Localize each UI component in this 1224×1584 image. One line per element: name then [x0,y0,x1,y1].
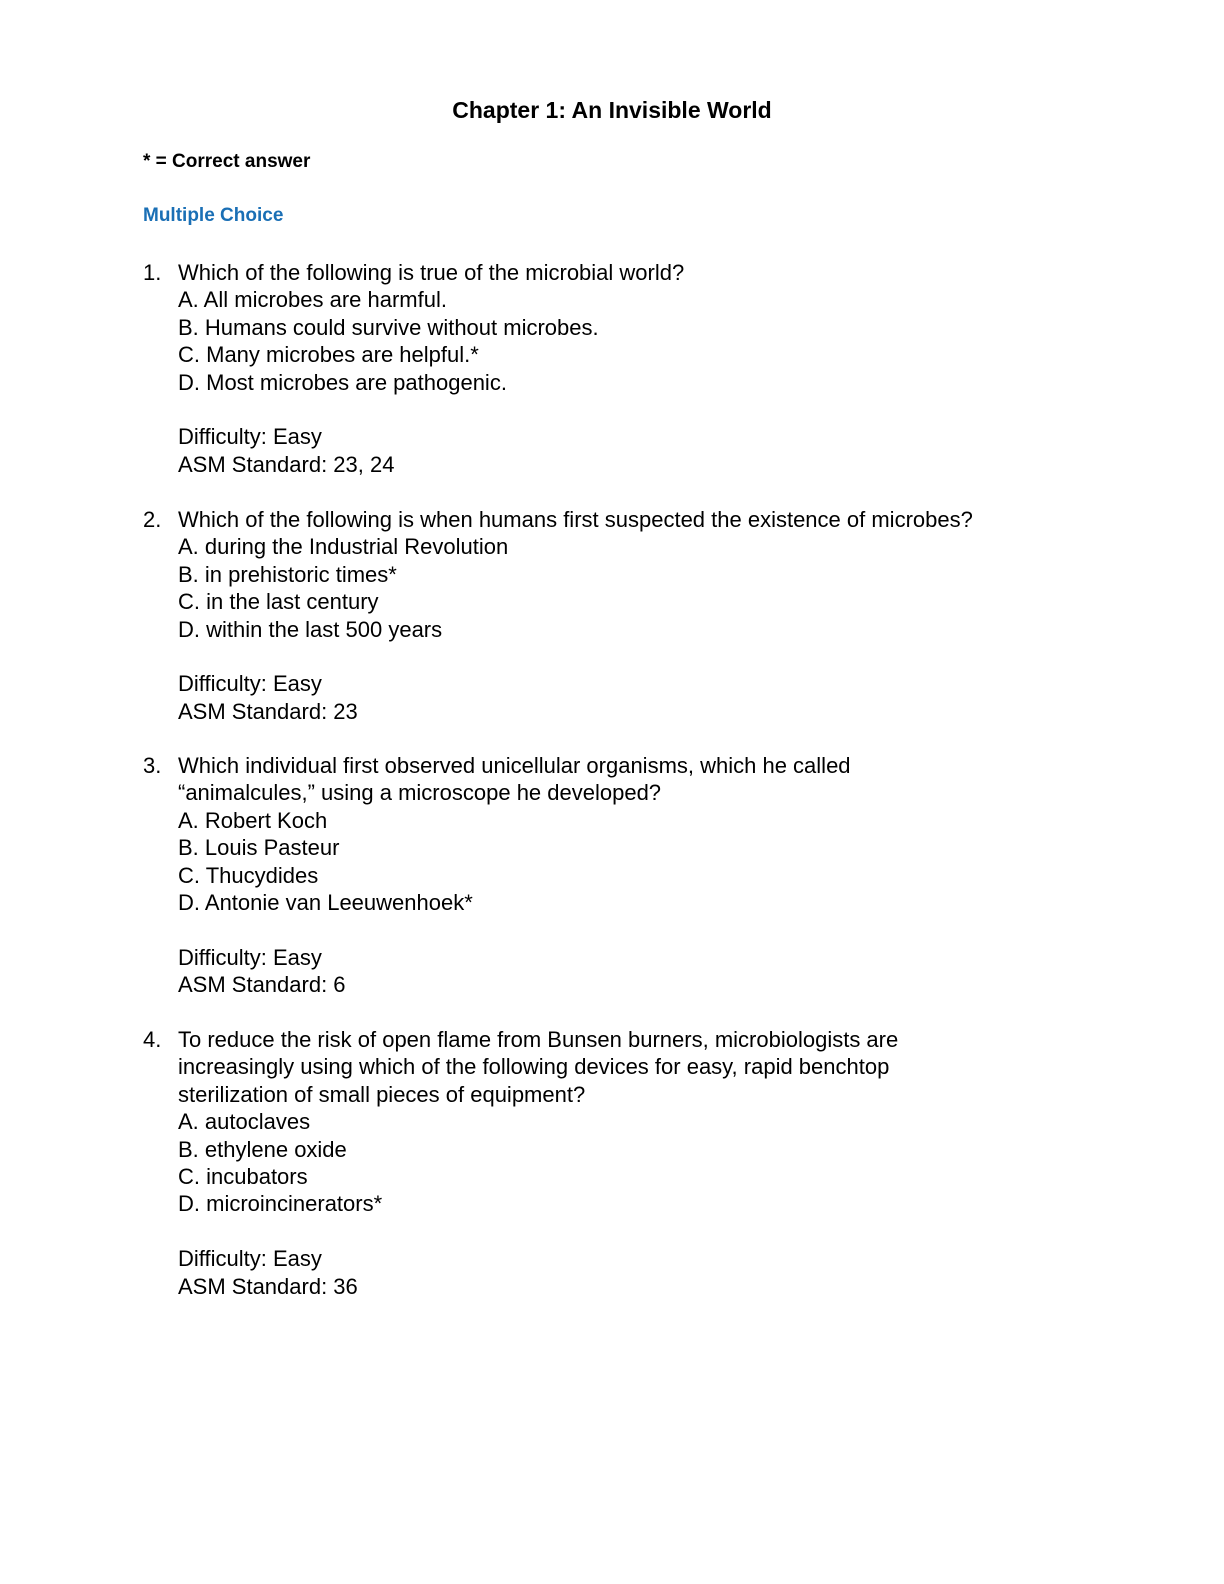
answer-option: C. incubators [178,1163,308,1189]
answer-option: D. Antonie van Leeuwenhoek* [178,889,473,915]
answer-option: C. Many microbes are helpful.* [178,342,479,368]
answer-option: C. in the last century [178,589,379,615]
answer-option: A. autoclaves [178,1109,311,1135]
question-stem: increasingly using which of the following devices for easy, rapid benchtop [178,1054,890,1080]
question-stem: “animalcules,” using a microscope he developed? [178,780,662,806]
question-stem: Which of the following is true of the microbial world? [178,260,685,285]
answer-option: B. ethylene oxide [178,1136,347,1162]
answer-option: D. Most microbes are pathogenic. [178,369,507,395]
answer-key-legend: * = Correct answer [143,151,311,172]
question-stem: To reduce the risk of open flame from Bunsen burners, microbiologists are [178,1027,899,1052]
answer-option: B. Humans could survive without microbes. [178,314,599,340]
question-number: 1. [143,260,162,285]
answer-option: B. in prehistoric times* [178,561,397,587]
question-number: 4. [143,1027,162,1052]
asm-standard-label: ASM Standard: 23, 24 [178,451,395,477]
question-stem: sterilization of small pieces of equipment? [178,1081,586,1107]
asm-standard-label: ASM Standard: 36 [178,1273,358,1299]
question-stem: Which of the following is when humans first suspected the existence of microbes? [178,507,973,532]
question-stem: Which individual first observed unicellular organisms, which he called [178,753,851,778]
answer-option: A. Robert Koch [178,807,328,833]
asm-standard-label: ASM Standard: 6 [178,972,346,998]
answer-option: B. Louis Pasteur [178,835,340,861]
difficulty-label: Difficulty: Easy [178,944,322,970]
difficulty-label: Difficulty: Easy [178,1246,322,1272]
difficulty-label: Difficulty: Easy [178,424,322,450]
answer-option: D. within the last 500 years [178,616,443,642]
section-heading: Multiple Choice [143,205,284,226]
answer-option: D. microincinerators* [178,1191,383,1217]
difficulty-label: Difficulty: Easy [178,671,322,697]
question-number: 3. [143,753,162,778]
answer-option: A. All microbes are harmful. [178,287,447,313]
question-number: 2. [143,507,162,532]
answer-option: A. during the Industrial Revolution [178,534,509,560]
answer-option: C. Thucydides [178,862,319,888]
page-title: Chapter 1: An Invisible World [452,97,772,123]
asm-standard-label: ASM Standard: 23 [178,698,358,724]
